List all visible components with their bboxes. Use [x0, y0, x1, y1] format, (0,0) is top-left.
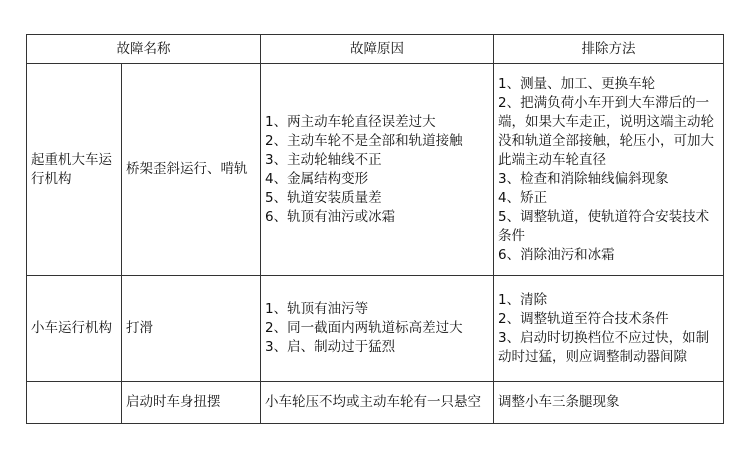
- cause-item: 3、主动轮轴线不正: [265, 151, 382, 168]
- header-fault-name: 故障名称: [27, 35, 261, 64]
- table-row: [27, 382, 724, 424]
- cause-item: 2、同一截面内两轨道标高差过大: [265, 320, 463, 336]
- header-row: [27, 35, 724, 64]
- cause-cell: [261, 276, 494, 382]
- group-cell: 小车运行机构: [27, 276, 122, 382]
- remedy-cell: [494, 64, 724, 276]
- cause-item: 1、轨顶有油污等: [265, 301, 369, 317]
- fault-cell: 启动时车身扭摆: [122, 382, 261, 424]
- remedy-item: 1、测量、加工、更换车轮: [498, 75, 656, 92]
- fault-table: [26, 34, 724, 424]
- cause-cell: [261, 64, 494, 276]
- group-cell: [27, 382, 122, 424]
- cause-item: 5、轨道安装质量差: [265, 189, 382, 206]
- remedy-item: 2、把满负荷小车开到大车滞后的一端，如果大车走正，说明这端主动轮没和轨道全部接触，轮压小，可加大此端主动车轮直径: [498, 94, 714, 168]
- remedy-item: 4、矫正: [498, 189, 548, 206]
- cause-item: 1、两主动车轮直径误差过大: [265, 113, 436, 130]
- remedy-item: 5、调整轨道，使轨道符合安装技术条件: [498, 208, 710, 244]
- fault-cell: 桥架歪斜运行、啃轨: [122, 64, 261, 276]
- cause-item: 2、主动车轮不是全部和轨道接触: [265, 132, 463, 149]
- table-row: [27, 64, 724, 276]
- remedy-item: 3、检查和消除轴线偏斜现象: [498, 170, 669, 187]
- remedy-cell: [494, 276, 724, 382]
- fault-cell: 打滑: [122, 276, 261, 382]
- remedy-item: 1、清除: [498, 291, 548, 308]
- header-fault-cause: 故障原因: [261, 35, 494, 64]
- remedy-item: 3、启动时切换档位不应过快，如制动时过猛，则应调整制动器间隙: [498, 329, 710, 365]
- remedy-cell: 调整小车三条腿现象: [494, 382, 724, 424]
- remedy-item: 6、消除油污和冰霜: [498, 246, 615, 263]
- cause-item: 3、启、制动过于猛烈: [265, 339, 396, 355]
- header-remedy: 排除方法: [494, 35, 724, 64]
- cause-item: 6、轨顶有油污或冰霜: [265, 208, 396, 225]
- cause-cell: 小车轮压不均或主动车轮有一只悬空: [261, 382, 494, 424]
- group-cell: 起重机大车运行机构: [27, 64, 122, 276]
- table-row: [27, 276, 724, 382]
- remedy-item: 2、调整轨道至符合技术条件: [498, 310, 669, 327]
- cause-item: 4、金属结构变形: [265, 170, 369, 187]
